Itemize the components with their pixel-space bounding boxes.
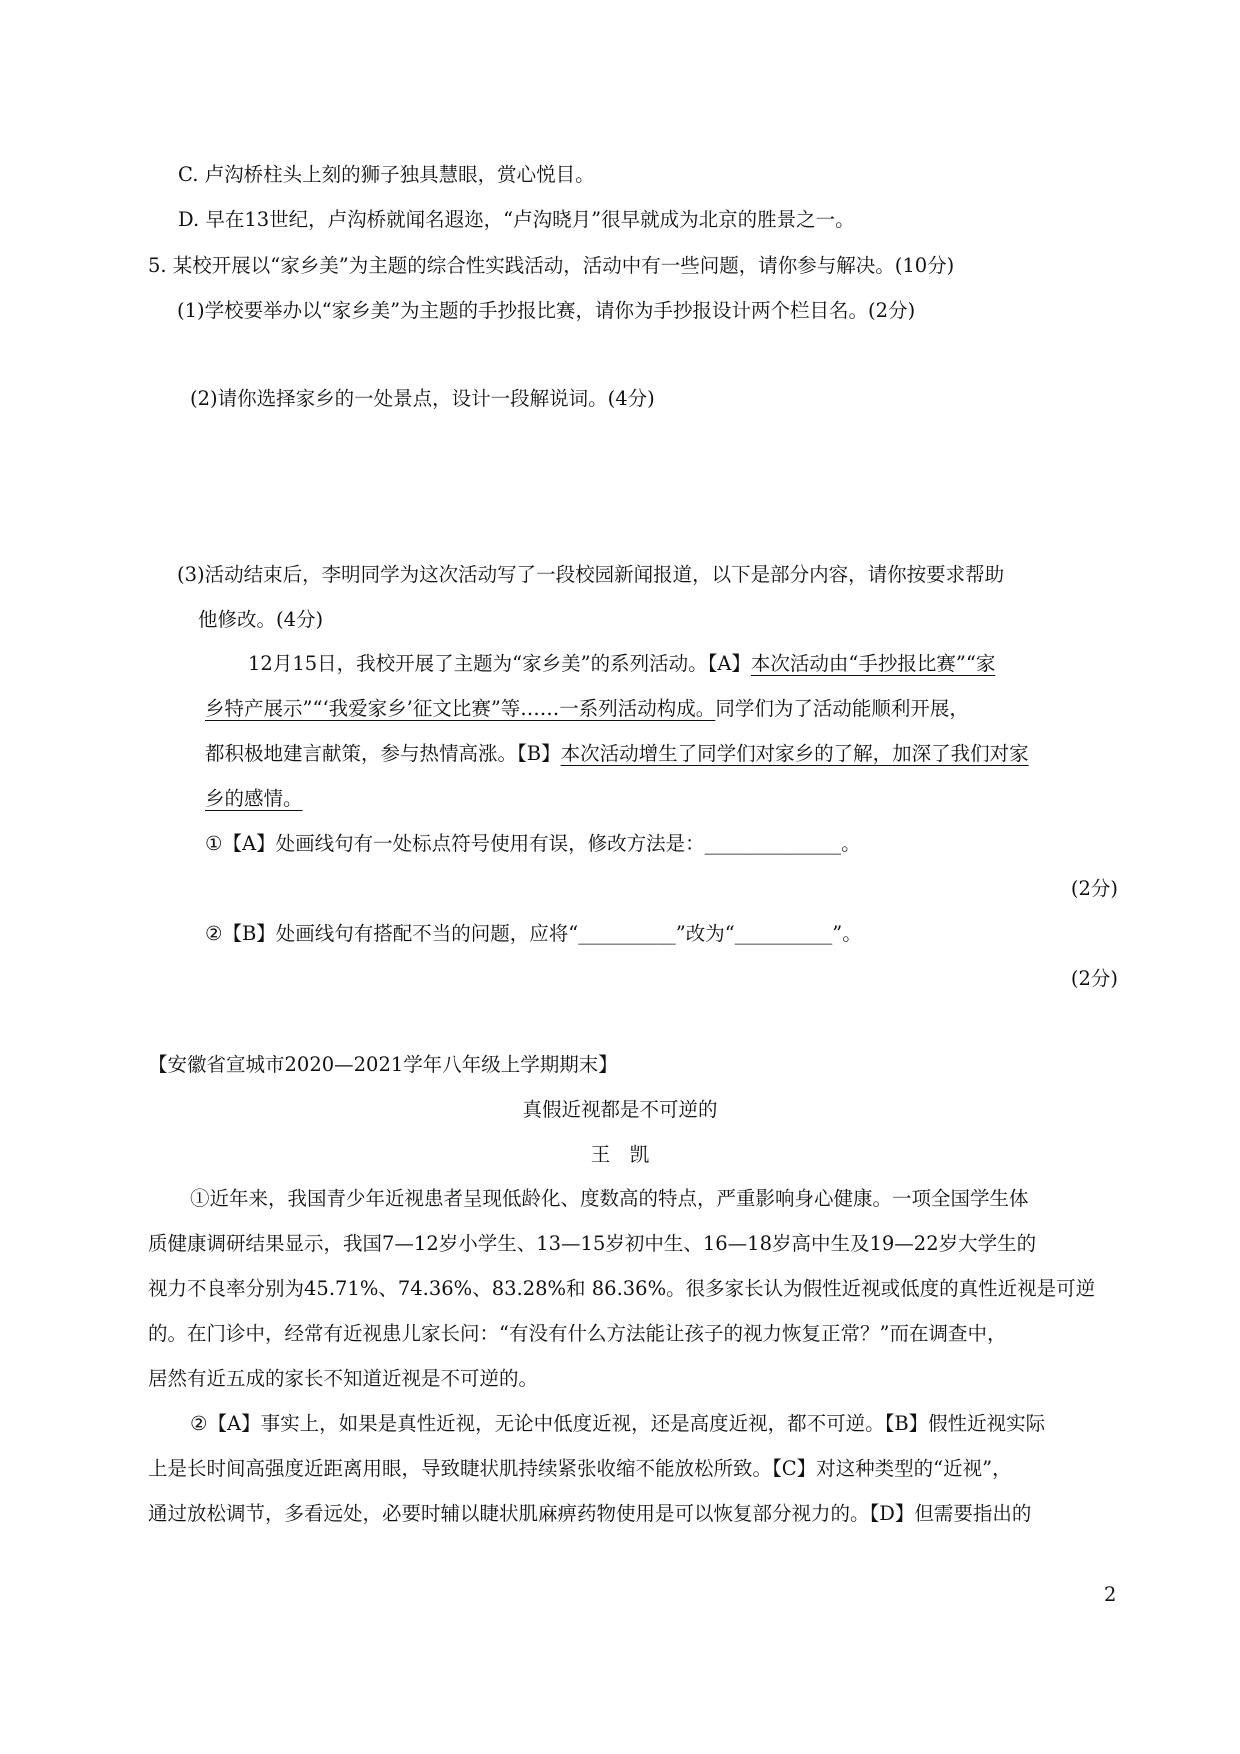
- news-line-4: [205, 784, 303, 814]
- q5-sub2: (2)请你选择家乡的一处景点，设计一段解说词。(4分): [190, 387, 655, 410]
- news-plain: 都积极地建言献策，参与热情高涨。【B】: [205, 742, 561, 765]
- paragraph-1-line: ①近年来，我国青少年近视患者呈现低龄化、度数高的特点，严重影响身心健康。一项全国学生体: [190, 1187, 1029, 1210]
- q5-item1-score: (2分): [1070, 877, 1118, 900]
- q5-item1: ①【A】处画线句有一处标点符号使用有误，修改方法是：______________。: [205, 832, 861, 855]
- page-number: 2: [1104, 1583, 1117, 1606]
- news-line-1: [248, 649, 995, 679]
- news-underlined-b: 乡的感情。: [205, 787, 303, 810]
- q4-option-c: C. 卢沟桥柱头上刻的狮子独具慧眼，赏心悦目。: [178, 163, 595, 186]
- q5-sub3-line1: (3)活动结束后，李明同学为这次活动写了一段校园新闻报道，以下是部分内容，请你按要求帮助: [177, 563, 1005, 586]
- passage-title: 真假近视都是不可逆的: [522, 1098, 718, 1121]
- paragraph-2-line: 上是长时间高强度近距离用眼，导致睫状肌持续紧张收缩不能放松所致。【C】对这种类型的“近视”，: [148, 1457, 1012, 1480]
- q5-sub3-line2: 他修改。(4分): [198, 608, 324, 631]
- q5-stem: 5. 某校开展以“家乡美”为主题的综合性实践活动，活动中有一些问题，请你参与解决。(10分): [148, 254, 955, 277]
- paragraph-2-line: ②【A】事实上，如果是真性近视，无论中低度近视，还是高度近视，都不可逆。【B】假性近视实际: [190, 1412, 1046, 1435]
- paragraph-1-line: 质健康调研结果显示，我国7—12岁小学生、13—15岁初中生、16—18岁高中生及19—22岁大学生的: [148, 1232, 1037, 1255]
- q5-sub1: (1)学校要举办以“家乡美”为主题的手抄报比赛，请你为手抄报设计两个栏目名。(2分): [177, 299, 916, 322]
- paragraph-1-line: 视力不良率分别为45.71%、74.36%、83.28%和 86.36%。很多家长认为假性近视或低度的真性近视是可逆: [148, 1277, 1096, 1300]
- news-underlined-a: 乡特产展示”“‘我爱家乡’征文比赛”等……一系列活动构成。: [205, 697, 716, 720]
- paragraph-1-line: 居然有近五成的家长不知道近视是不可逆的。: [148, 1367, 539, 1390]
- passage-source: 【安徽省宣城市2020—2021学年八年级上学期期末】: [148, 1053, 618, 1076]
- paragraph-1-line: 的。在门诊中，经常有近视患儿家长问：“有没有什么方法能让孩子的视力恢复正常？”而在调查中，: [148, 1322, 1007, 1345]
- news-line-2: [205, 694, 969, 724]
- q4-option-d: D. 早在13世纪，卢沟桥就闻名遐迩，“卢沟晓月”很早就成为北京的胜景之一。: [178, 208, 855, 231]
- news-plain: 同学们为了活动能顺利开展，: [715, 697, 969, 720]
- news-underlined-a: 本次活动由“手抄报比赛”“家: [750, 652, 996, 675]
- news-plain: 12月15日，我校开展了主题为“家乡美”的系列活动。【A】: [248, 652, 751, 675]
- news-underlined-b: 本次活动增生了同学们对家乡的了解，加深了我们对家: [560, 742, 1029, 765]
- q5-item2-score: (2分): [1070, 967, 1118, 990]
- q5-item2: ②【B】处画线句有搭配不当的问题，应将“__________”改为“__________”。: [205, 922, 862, 945]
- passage-author: 王 凯: [590, 1143, 650, 1166]
- news-line-3: [205, 739, 1029, 769]
- paragraph-2-line: 通过放松调节，多看远处，必要时辅以睫状肌麻痹药物使用是可以恢复部分视力的。【D】但需要指出的: [148, 1502, 1032, 1525]
